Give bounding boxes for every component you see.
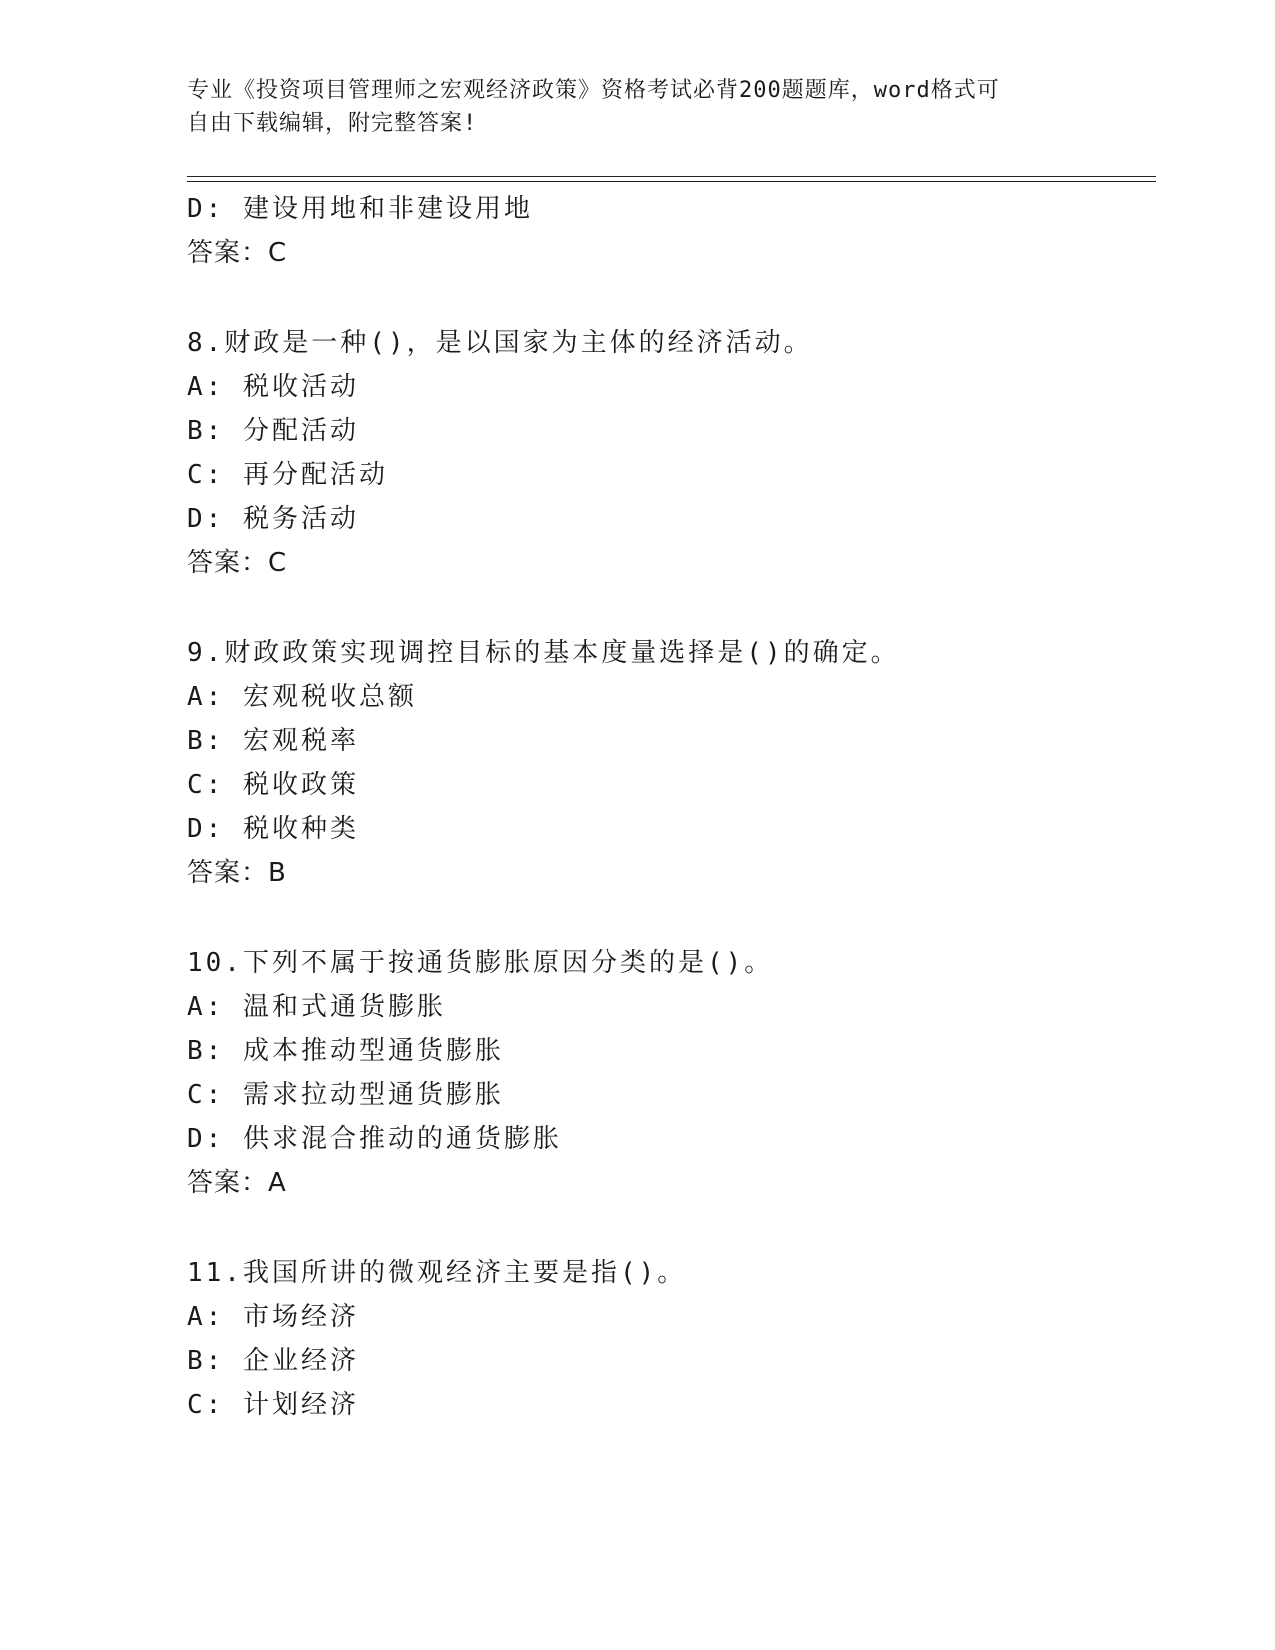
- document-header: [187, 74, 1087, 140]
- question-10-option-c: C: 需求拉动型通货膨胀: [187, 1080, 504, 1110]
- header-divider-bottom: [187, 181, 1156, 182]
- header-line-2: 自由下载编辑，附完整答案!: [187, 111, 478, 136]
- carryover-option-d: D: 建设用地和非建设用地: [187, 194, 533, 224]
- header-divider-top: [187, 176, 1156, 177]
- question-8-option-d: D: 税务活动: [187, 504, 359, 534]
- question-11-option-b: B: 企业经济: [187, 1346, 359, 1376]
- question-8-answer: 答案：C: [187, 548, 288, 578]
- question-10-answer: 答案：A: [187, 1168, 287, 1198]
- question-8-option-b: B: 分配活动: [187, 416, 359, 446]
- question-11-option-c: C: 计划经济: [187, 1390, 359, 1420]
- question-9-option-c: C: 税收政策: [187, 770, 359, 800]
- question-9-option-b: B: 宏观税率: [187, 726, 359, 756]
- question-10-option-a: A: 温和式通货膨胀: [187, 992, 446, 1022]
- question-9-option-a: A: 宏观税收总额: [187, 682, 417, 712]
- question-8-option-c: C: 再分配活动: [187, 460, 388, 490]
- carryover-answer: 答案：C: [187, 238, 288, 268]
- question-10-stem: 10.下列不属于按通货膨胀原因分类的是()。: [187, 948, 774, 978]
- question-9-stem: 9.财政政策实现调控目标的基本度量选择是()的确定。: [187, 638, 900, 668]
- question-11-stem: 11.我国所讲的微观经济主要是指()。: [187, 1258, 687, 1288]
- question-10-option-d: D: 供求混合推动的通货膨胀: [187, 1124, 562, 1154]
- question-10-option-b: B: 成本推动型通货膨胀: [187, 1036, 504, 1066]
- question-9-option-d: D: 税收种类: [187, 814, 359, 844]
- question-9-answer: 答案：B: [187, 858, 287, 888]
- header-line-1: 专业《投资项目管理师之宏观经济政策》资格考试必背200题题库，word格式可: [187, 78, 1000, 103]
- question-11-option-a: A: 市场经济: [187, 1302, 359, 1332]
- question-8-stem: 8.财政是一种()，是以国家为主体的经济活动。: [187, 328, 813, 358]
- question-8-option-a: A: 税收活动: [187, 372, 359, 402]
